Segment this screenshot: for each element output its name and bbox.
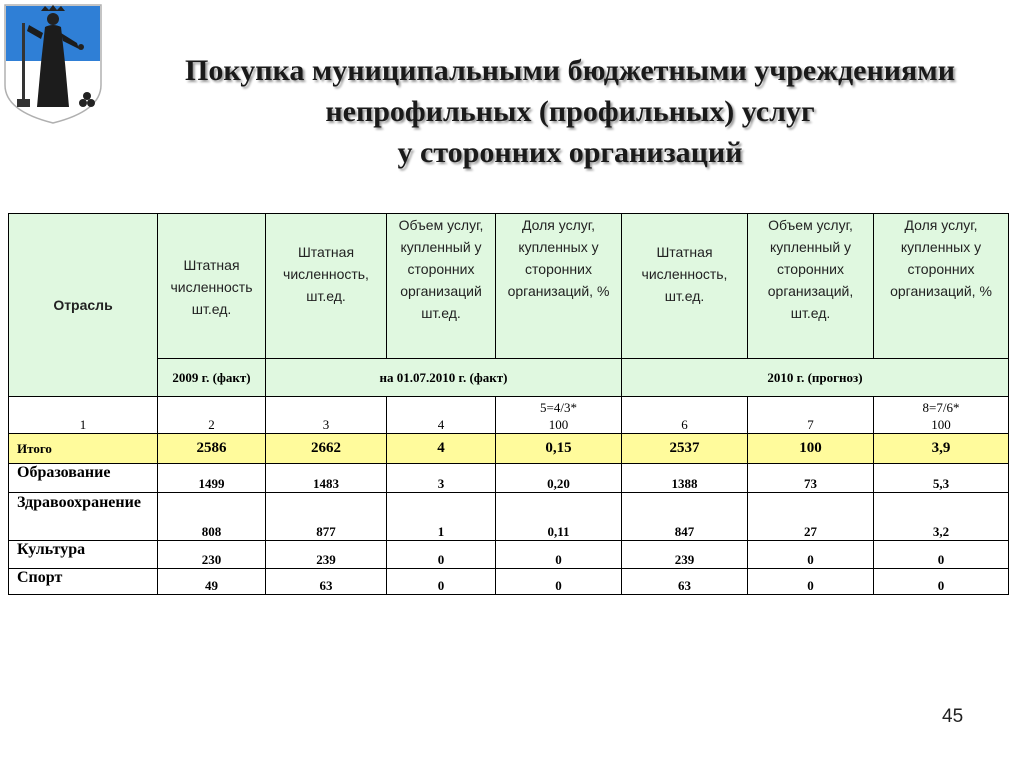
cell-services-volume-fact: 1 <box>387 493 496 541</box>
row-label: Образование <box>9 464 158 493</box>
cell-services-volume-forecast: 100 <box>748 434 874 464</box>
cell-staff-2010-fact: 1483 <box>266 464 387 493</box>
col-num-8-formula: 8=7/6* <box>922 400 960 415</box>
col-num-5 <box>496 397 622 434</box>
cell-services-volume-forecast: 27 <box>748 493 874 541</box>
cell-staff-forecast: 1388 <box>622 464 748 493</box>
cell-services-share-fact: 0 <box>496 541 622 569</box>
cell-staff-forecast: 2537 <box>622 434 748 464</box>
cell-staff-2010-fact: 2662 <box>266 434 387 464</box>
cell-services-share-fact: 0,11 <box>496 493 622 541</box>
cell-services-volume-forecast: 73 <box>748 464 874 493</box>
row-label: Культура <box>9 541 158 569</box>
cell-services-share-forecast: 0 <box>874 569 1009 595</box>
cell-staff-2009: 230 <box>158 541 266 569</box>
table-row <box>9 493 1009 541</box>
cell-staff-2009: 808 <box>158 493 266 541</box>
title-line-2: непрофильных (профильных) услуг <box>325 95 815 128</box>
col-num-6: 6 <box>622 397 748 434</box>
cell-staff-forecast: 239 <box>622 541 748 569</box>
cell-services-volume-fact: 3 <box>387 464 496 493</box>
title-line-3: у сторонних организаций <box>397 136 743 169</box>
cell-staff-2009: 49 <box>158 569 266 595</box>
cell-staff-forecast: 847 <box>622 493 748 541</box>
cell-services-share-forecast: 0 <box>874 541 1009 569</box>
coat-of-arms-icon <box>3 3 103 125</box>
row-label: Итого <box>9 434 158 464</box>
cell-services-share-forecast: 5,3 <box>874 464 1009 493</box>
table-row <box>9 541 1009 569</box>
header-sector: Отрасль <box>9 214 158 397</box>
col-num-4: 4 <box>387 397 496 434</box>
cell-staff-2010-fact: 877 <box>266 493 387 541</box>
column-number-row <box>9 397 1009 434</box>
cell-staff-2009: 1499 <box>158 464 266 493</box>
total-row <box>9 434 1009 464</box>
cell-staff-2010-fact: 239 <box>266 541 387 569</box>
cell-services-share-fact: 0,20 <box>496 464 622 493</box>
header-staff-forecast: Штатная численность, шт.ед. <box>622 214 748 359</box>
cell-services-volume-forecast: 0 <box>748 541 874 569</box>
cell-services-volume-forecast: 0 <box>748 569 874 595</box>
col-num-7: 7 <box>748 397 874 434</box>
cell-services-share-fact: 0,15 <box>496 434 622 464</box>
period-2010-fact: на 01.07.2010 г. (факт) <box>266 359 622 397</box>
col-num-1: 1 <box>9 397 158 434</box>
cell-services-volume-fact: 0 <box>387 541 496 569</box>
cell-services-share-forecast: 3,2 <box>874 493 1009 541</box>
col-num-2: 2 <box>158 397 266 434</box>
cell-services-share-forecast: 3,9 <box>874 434 1009 464</box>
cell-services-volume-fact: 4 <box>387 434 496 464</box>
row-label: Здравоохранение <box>9 493 158 541</box>
period-2009: 2009 г. (факт) <box>158 359 266 397</box>
col-num-5-mult: 100 <box>548 417 569 432</box>
cell-staff-2010-fact: 63 <box>266 569 387 595</box>
page-title <box>120 50 1020 173</box>
col-num-8 <box>874 397 1009 434</box>
cell-staff-2009: 2586 <box>158 434 266 464</box>
header-staff-2010-fact: Штатная численность, шт.ед. <box>266 214 387 359</box>
header-services-share-forecast: Доля услуг, купленных у сторонних организаций, % <box>874 214 1009 359</box>
cell-services-volume-fact: 0 <box>387 569 496 595</box>
cell-services-share-fact: 0 <box>496 569 622 595</box>
header-row <box>9 214 1009 359</box>
header-services-share-fact: Доля услуг, купленных у сторонних организаций, % <box>496 214 622 359</box>
header-services-volume-forecast: Объем услуг, купленный у сторонних организаций, шт.ед. <box>748 214 874 359</box>
header-services-volume-fact: Объем услуг, купленный у сторонних организаций шт.ед. <box>387 214 496 359</box>
period-row <box>9 359 1009 397</box>
cell-staff-forecast: 63 <box>622 569 748 595</box>
title-line-1: Покупка муниципальными бюджетными учреждениями <box>185 54 955 87</box>
col-num-8-mult: 100 <box>931 417 951 432</box>
col-num-5-formula: 5=4/3* <box>540 400 577 415</box>
row-label: Спорт <box>9 569 158 595</box>
page-number: 45 <box>942 706 964 727</box>
services-table <box>8 213 1009 595</box>
col-num-3: 3 <box>266 397 387 434</box>
period-2010-forecast: 2010 г. (прогноз) <box>622 359 1009 397</box>
header-staff-2009: Штатная численность шт.ед. <box>158 214 266 359</box>
table-row <box>9 464 1009 493</box>
table-row <box>9 569 1009 595</box>
